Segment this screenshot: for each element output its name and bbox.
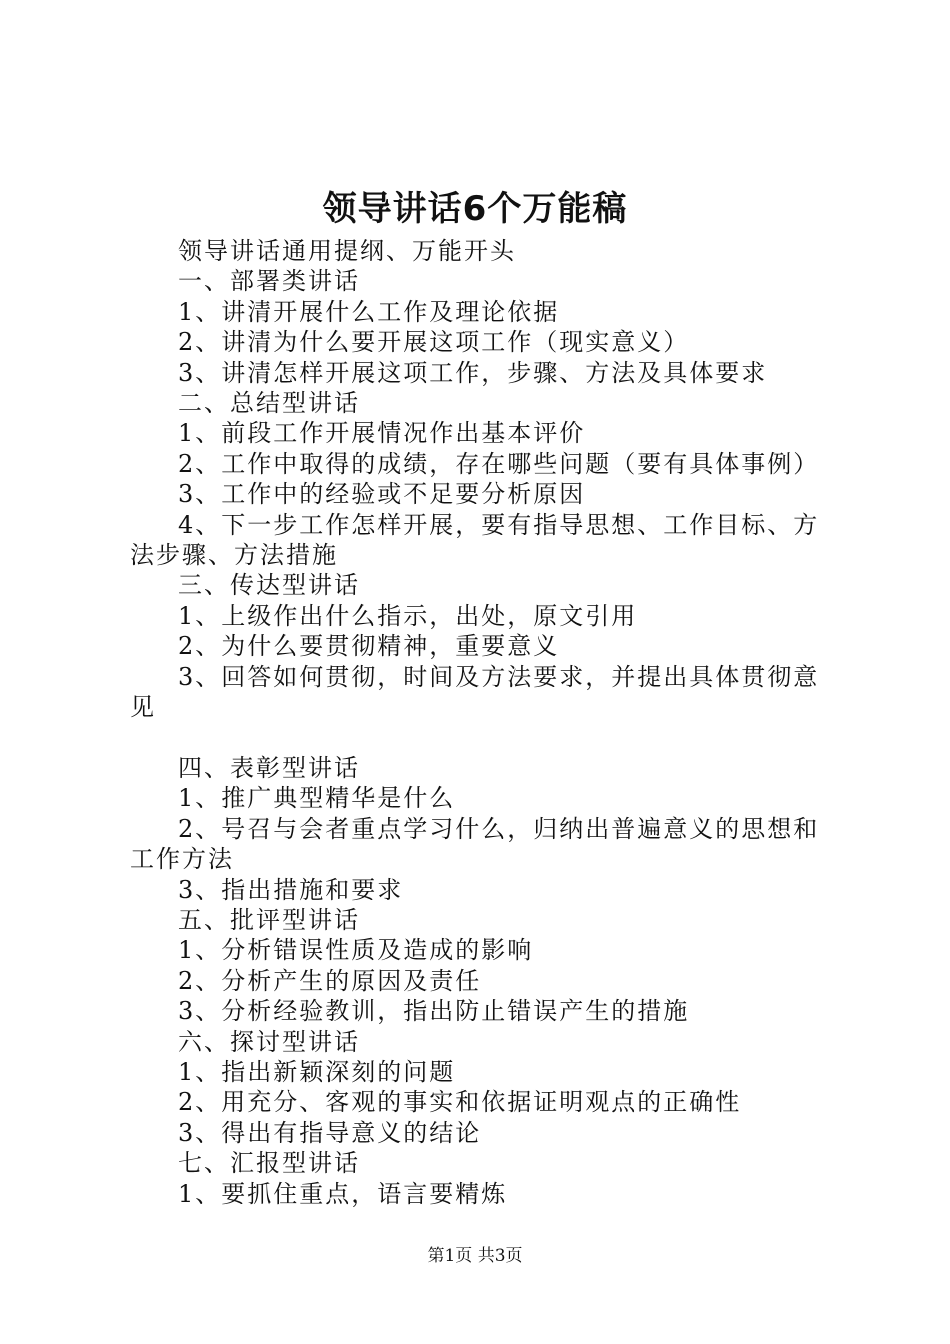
section-heading: 五、批评型讲话 bbox=[178, 905, 360, 934]
section-heading: 二、总结型讲话 bbox=[178, 389, 360, 418]
paragraph: 3、工作中的经验或不足要分析原因 bbox=[178, 480, 586, 509]
section-heading: 三、传达型讲话 bbox=[178, 571, 360, 600]
paragraph: 1、分析错误性质及造成的影响 bbox=[178, 936, 534, 965]
paragraph: 3、指出措施和要求 bbox=[178, 875, 404, 904]
paragraph: 1、前段工作开展情况作出基本评价 bbox=[178, 419, 586, 448]
paragraph: 2、分析产生的原因及责任 bbox=[178, 966, 482, 995]
paragraph: 1、推广典型精华是什么 bbox=[178, 784, 456, 813]
paragraph: 3、讲清怎样开展这项工作，步骤、方法及具体要求 bbox=[178, 358, 768, 387]
paragraph: 1、讲清开展什么工作及理论依据 bbox=[178, 297, 560, 326]
paragraph: 3、得出有指导意义的结论 bbox=[178, 1118, 482, 1147]
paragraph: 1、要抓住重点，语言要精炼 bbox=[178, 1179, 508, 1208]
section-heading: 一、部署类讲话 bbox=[178, 267, 360, 296]
section-heading: 六、探讨型讲话 bbox=[178, 1027, 360, 1056]
section-heading: 四、表彰型讲话 bbox=[178, 753, 360, 782]
paragraph: 3、回答如何贯彻，时间及方法要求，并提出具体贯彻意见 bbox=[130, 662, 820, 722]
paragraph: 3、分析经验教训，指出防止错误产生的措施 bbox=[178, 997, 690, 1026]
paragraph: 2、工作中取得的成绩，存在哪些问题（要有具体事例） bbox=[178, 449, 820, 478]
paragraph: 2、为什么要贯彻精神，重要意义 bbox=[178, 632, 560, 661]
document-title: 领导讲话6个万能稿 bbox=[322, 189, 628, 229]
paragraph: 2、号召与会者重点学习什么，归纳出普遍意义的思想和工作方法 bbox=[130, 814, 820, 874]
paragraph: 领导讲话通用提纲、万能开头 bbox=[178, 237, 516, 265]
blank-line bbox=[130, 723, 830, 753]
paragraph: 2、用充分、客观的事实和依据证明观点的正确性 bbox=[178, 1088, 742, 1117]
paragraph: 1、指出新颖深刻的问题 bbox=[178, 1057, 456, 1086]
section-heading: 七、汇报型讲话 bbox=[178, 1149, 360, 1178]
paragraph: 1、上级作出什么指示，出处，原文引用 bbox=[178, 601, 638, 630]
page-footer: 第1页 共3页 bbox=[427, 1246, 523, 1266]
paragraph: 2、讲清为什么要开展这项工作（现实意义） bbox=[178, 328, 690, 357]
document-body bbox=[130, 236, 830, 1209]
paragraph: 4、下一步工作怎样开展，要有指导思想、工作目标、方法步骤、方法措施 bbox=[130, 510, 820, 570]
